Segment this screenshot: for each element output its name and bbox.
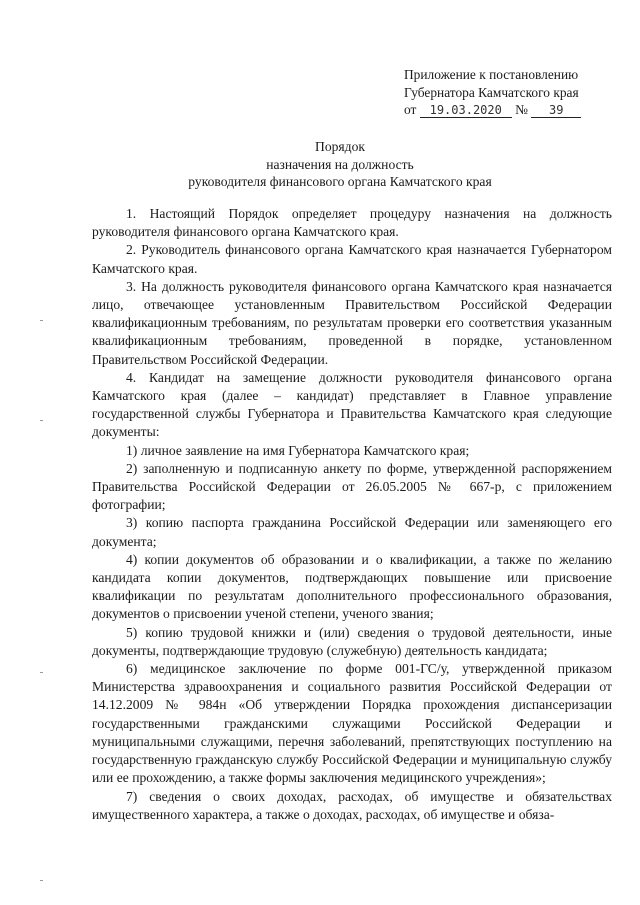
annex-block [404,66,624,119]
title-line-1: Порядок [315,139,365,154]
paragraph-2: 2. Руководитель финансового органа Камчатского края назначается Губернатором Камчатского края. [92,242,612,276]
paragraph-3: 3. На должность руководителя финансового органа Камчатского края назначается лицо, отвечающее установленным Правительством Российской Федерации квалификационным требованиям, по результатам проверки его соответствия указанным квалификационным требованиям, проведенной в порядке, установленном Правительством Российской Федерации. [92,278,612,367]
list-item-6: 6) медицинское заключение по форме 001-ГС/у, утвержденной приказом Министерства здравоохранения и социального развития Российской Федерации от 14.12.2009 № 984н «Об утверждении Порядка прохождения диспансеризации государственными гражданскими служащими Российской Федерации и муниципальными служащими, перечня заболеваний, препятствующих поступлению на государственную гражданскую службу Российской Федерации и муниципальную службу или ее прохождению, а также формы заключения медицинского учреждения»; [92,661,612,786]
annex-number: 39 [531,104,581,118]
scan-mark [40,420,43,421]
scan-mark [40,880,43,881]
title-line-2: назначения на должность [266,156,414,172]
scan-mark [40,672,43,673]
annex-line-2: Губернатора Камчатского края [404,84,579,100]
annex-date-line [404,101,624,119]
title-line-3: руководителя финансового органа Камчатского края [188,174,492,189]
list-item-4: 4) копии документов об образовании и о квалификации, а также по желанию кандидата копии документов, подтверждающих повышение или присвоение квалификации по результатам дополнительного профессионального образования, документов о присвоении ученой степени, ученого звания; [92,551,612,622]
document-body [92,205,612,824]
document-title [60,138,620,191]
list-item-2: 2) заполненную и подписанную анкету по форме, утвержденной распоряжением Правительства Российской Федерации от 26.05.2005 № 667-р, с приложением фотографии; [92,460,612,513]
annex-line-1: Приложение к постановлению [404,67,579,82]
annex-number-label: № [515,102,528,117]
scan-mark [40,320,43,321]
list-item-1: 1) личное заявление на имя Губернатора Камчатского края; [126,442,470,458]
paragraph-1: 1. Настоящий Порядок определяет процедуру назначения на должность руководителя финансового органа Камчатского края. [92,206,612,240]
list-item-5: 5) копию трудовой книжки и (или) сведения о трудовой деятельности, иные документы, подтверждающие трудовую (служебную) деятельность кандидата; [92,624,612,658]
annex-from-label: от [404,102,417,117]
list-item-7: 7) сведения о своих доходах, расходах, об имуществе и обязательствах имущественного характера, а также о доходах, расходах, об имуществе и обяза- [92,788,612,822]
list-item-3: 3) копию паспорта гражданина Российской Федерации или заменяющего его документа; [92,515,612,549]
paragraph-4: 4. Кандидат на замещение должности руководителя финансового органа Камчатского края (далее – кандидат) представляет в Главное управление государственной службы Губернатора и Правительства Камчатского края следующие документы: [92,369,612,440]
annex-date: 19.03.2020 [420,104,512,118]
